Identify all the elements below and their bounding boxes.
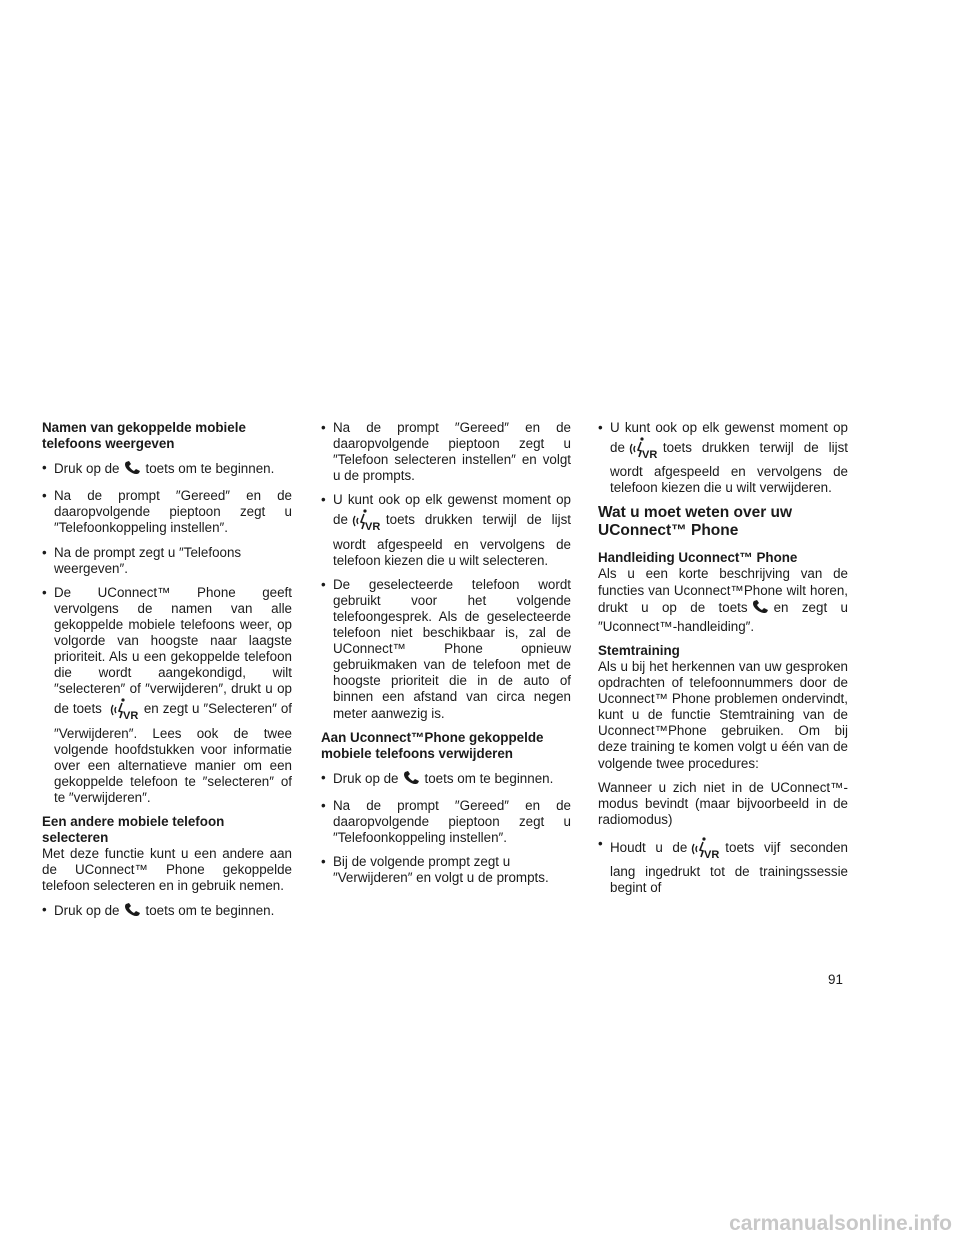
column-middle bbox=[321, 420, 571, 894]
section-heading-delete-phones: Aan Uconnect™Phone gekoppelde mobiele telefoons verwijderen bbox=[321, 729, 544, 761]
phone-icon bbox=[123, 902, 143, 922]
svg-text:VR: VR bbox=[704, 848, 720, 860]
svg-text:VR: VR bbox=[122, 710, 139, 722]
phone-icon bbox=[751, 599, 771, 619]
voice-command-icon bbox=[351, 508, 383, 536]
list-item: • De UConnect™ Phone geeft vervolgens de namen van alle gekoppelde mobiele telefoons weer, op volgorde van hoogste naar laagste prioriteit. Als u een gekoppelde telefoon die wordt aangekondigd, wilt ″selecteren″ of ″verwijderen″, drukt u op de toets VR en zegt u ″Selecteren″ of ″Verwijderen″. Lees ook de twee volgende hoofdstukken voor informatie over een alternatieve manier om een gekoppelde telefoon te ″selecteren″ of te ″verwijderen″. bbox=[42, 584, 292, 805]
voice-command-icon bbox=[690, 836, 722, 864]
subheading-voice-training: Stemtraining bbox=[598, 642, 680, 658]
svg-text:VR: VR bbox=[364, 521, 381, 533]
list-item: • U kunt ook op elk gewenst moment op de VR toets drukken terwijl de lijst wordt afgespeeld en vervolgens de telefoon kiezen die u wilt selecteren. bbox=[321, 492, 571, 568]
list-item: • Druk op de toets om te beginnen. bbox=[42, 902, 292, 922]
list-item: • Druk op de toets om te beginnen. bbox=[42, 460, 292, 480]
page-number: 91 bbox=[828, 972, 843, 987]
column-right bbox=[598, 420, 848, 904]
phone-icon bbox=[402, 770, 422, 790]
paragraph: Met deze functie kunt u een andere aan de UConnect™ Phone gekoppelde telefoon selecteren en in gebruik nemen. bbox=[42, 846, 292, 894]
paragraph: Wanneer u zich niet in de UConnect™-modus bevindt (maar bijvoorbeeld in de radiomodus) bbox=[598, 779, 848, 827]
section-heading-select-other-phone: Een andere mobiele telefoon selecteren bbox=[42, 813, 225, 846]
section-heading-about-uconnect: Wat u moet weten over uw UConnect™ Phone bbox=[598, 504, 793, 540]
list-item: • Druk op de toets om te beginnen. bbox=[321, 770, 571, 790]
phone-icon bbox=[123, 460, 143, 480]
paragraph: Als u bij het herkennen van uw gesproken opdrachten of telefoonnummers door de Uconnect™ Phone problemen ondervindt, kunt u de functie Stemtraining van de Uconnect™Phone gebruiken. Om bij deze training te komen volgt u één van de volgende twee procedures: bbox=[598, 658, 848, 771]
voice-command-icon bbox=[628, 436, 660, 464]
column-left bbox=[42, 420, 292, 931]
voice-command-icon bbox=[109, 697, 141, 725]
paragraph: Als u een korte beschrijving van de functies van Uconnect™Phone wilt horen, drukt u op de toets en zegt u ″Uconnect™-handleiding″. bbox=[598, 566, 848, 634]
svg-text:VR: VR bbox=[641, 449, 658, 461]
watermark: carmanualsonline.info bbox=[729, 1212, 952, 1235]
list-item: • De geselecteerde telefoon wordt gebruikt voor het volgende telefoongesprek. Als de geselecteerde telefoon niet beschikbaar is, zal de UConnect™ Phone opnieuw gebruikmaken van de telefoon met de hoogste prioriteit die in de auto of binnen een afstand van circa negen meter aanwezig is. bbox=[321, 576, 571, 721]
list-item: • Na de prompt ″Gereed″ en de daaropvolgende pieptoon zegt u ″Telefoon selecteren instellen″ en volgt u de prompts. bbox=[321, 420, 571, 484]
list-item: • Na de prompt zegt u ″Telefoons weergeven″. bbox=[42, 544, 242, 576]
list-item: • Na de prompt ″Gereed″ en de daaropvolgende pieptoon zegt u ″Telefoonkoppeling instellen″. bbox=[321, 797, 571, 846]
list-item: • Houdt u de VR toets vijf seconden lang ingedrukt tot de trainingssessie begint of bbox=[598, 835, 848, 896]
subheading-uconnect-manual: Handleiding Uconnect™ Phone bbox=[598, 550, 798, 566]
list-item: • Bij de volgende prompt zegt u ″Verwijderen″ en volgt u de prompts. bbox=[321, 854, 549, 886]
list-item: • U kunt ook op elk gewenst moment op de VR toets drukken terwijl de lijst wordt afgespeeld en vervolgens de telefoon kiezen die u wilt verwijderen. bbox=[598, 420, 848, 496]
section-heading-show-paired-phones: Namen van gekoppelde mobiele telefoons weergeven bbox=[42, 420, 246, 452]
list-item: • Na de prompt ″Gereed″ en de daaropvolgende pieptoon zegt u ″Telefoonkoppeling instellen″. bbox=[42, 488, 292, 536]
